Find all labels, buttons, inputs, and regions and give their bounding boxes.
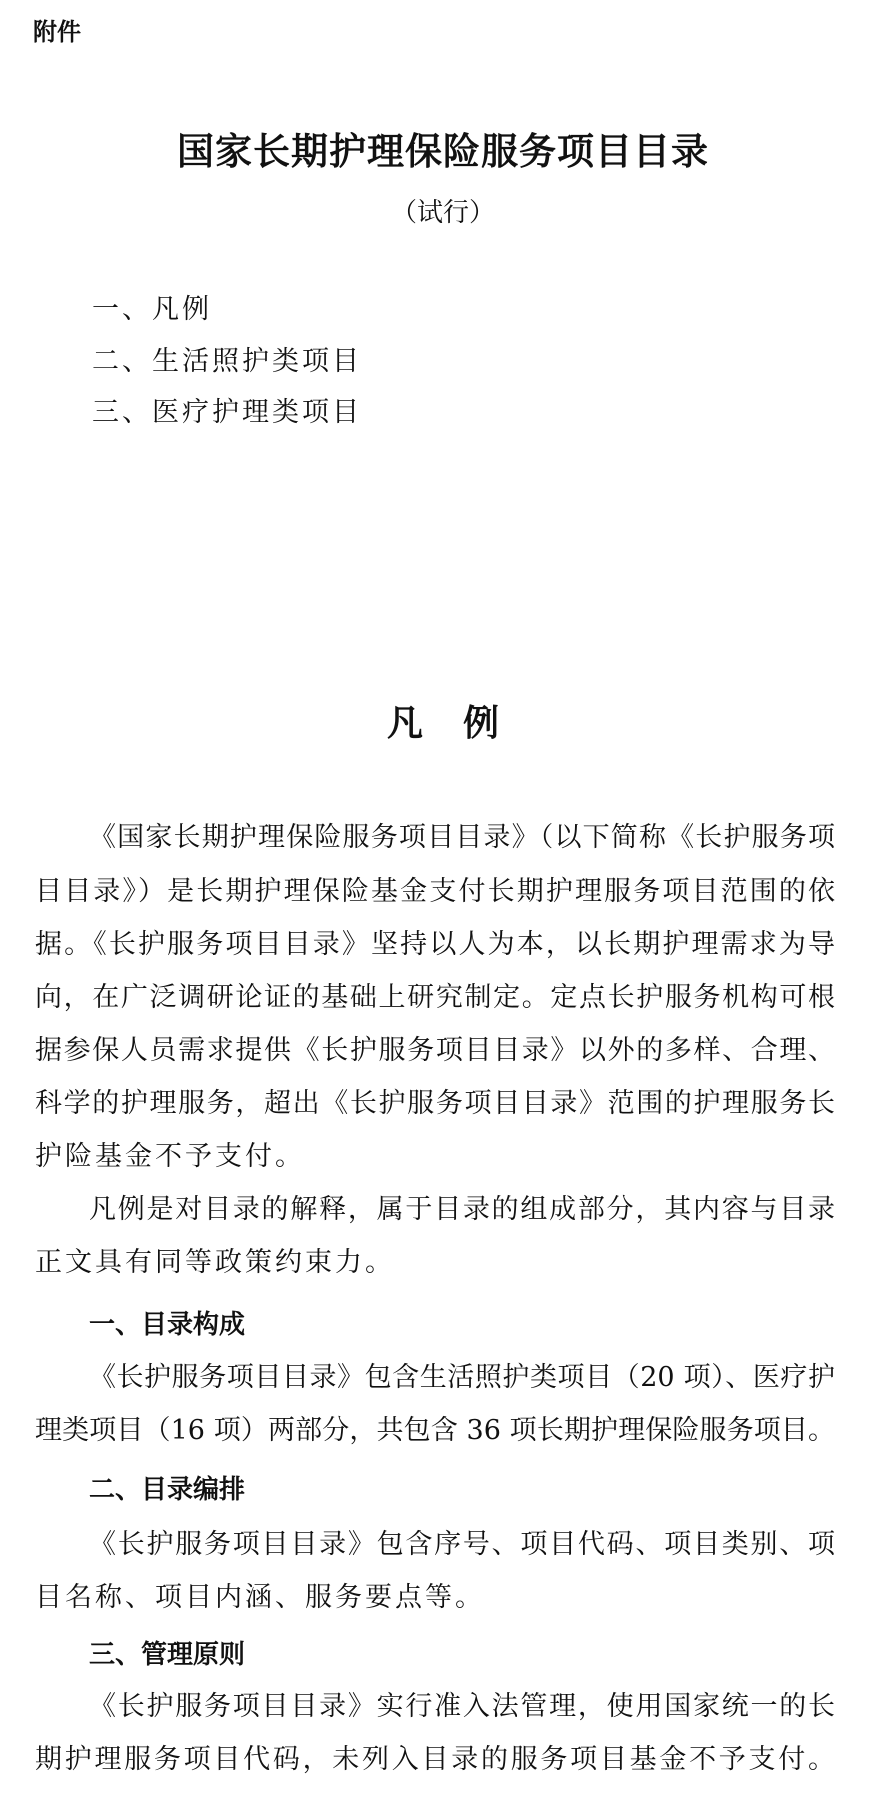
paragraph-line: 目目录》）是长期护理保险基金支付长期护理服务项目范围的依 [35,876,835,907]
document-subtitle: （试行） [390,198,495,228]
attachment-label: 附件 [33,18,81,46]
paragraph-line: 《长护服务项目目录》包含生活照护类项目（20 项）、医疗护 [89,1362,835,1393]
toc-item-daily-care: 二、生活照护类项目 [92,346,362,377]
section-title-general-notes [0,700,886,746]
toc-item-medical-care: 三、医疗护理类项目 [92,397,362,428]
section-title-char: 例 [463,702,500,744]
heading-catalog-arrangement: 二、目录编排 [89,1475,246,1505]
paragraph-line: 科学的护理服务，超出《长护服务项目目录》范围的护理服务长 [35,1088,835,1119]
section-title-char: 凡 [386,702,423,744]
toc-item-general-notes: 一、凡例 [92,294,212,325]
paragraph-line: 凡例是对目录的解释，属于目录的组成部分，其内容与目录 [89,1194,835,1225]
heading-catalog-composition: 一、目录构成 [89,1310,246,1340]
paragraph-line: 正文具有同等政策约束力。 [35,1247,395,1278]
paragraph-line: 据。《长护服务项目目录》坚持以人为本，以长期护理需求为导 [35,929,835,960]
paragraph-line: 据参保人员需求提供《长护服务项目目录》以外的多样、合理、 [35,1035,835,1066]
paragraph-line: 护险基金不予支付。 [35,1141,305,1172]
paragraph-line: 目名称、项目内涵、服务要点等。 [35,1582,485,1613]
paragraph-line: 期护理服务项目代码，未列入目录的服务项目基金不予支付。 [35,1744,835,1775]
paragraph-line: 《国家长期护理保险服务项目目录》（以下简称《长护服务项 [89,822,835,853]
paragraph-line: 《长护服务项目目录》包含序号、项目代码、项目类别、项 [89,1529,835,1560]
heading-management-principles: 三、管理原则 [89,1640,246,1670]
paragraph-line: 向，在广泛调研论证的基础上研究制定。定点长护服务机构可根 [35,982,835,1013]
paragraph-line: 《长护服务项目目录》实行准入法管理，使用国家统一的长 [89,1691,835,1722]
paragraph-line: 理类项目（16 项）两部分，共包含 36 项长期护理保险服务项目。 [35,1415,835,1446]
document-title: 国家长期护理保险服务项目目录 [177,129,709,173]
